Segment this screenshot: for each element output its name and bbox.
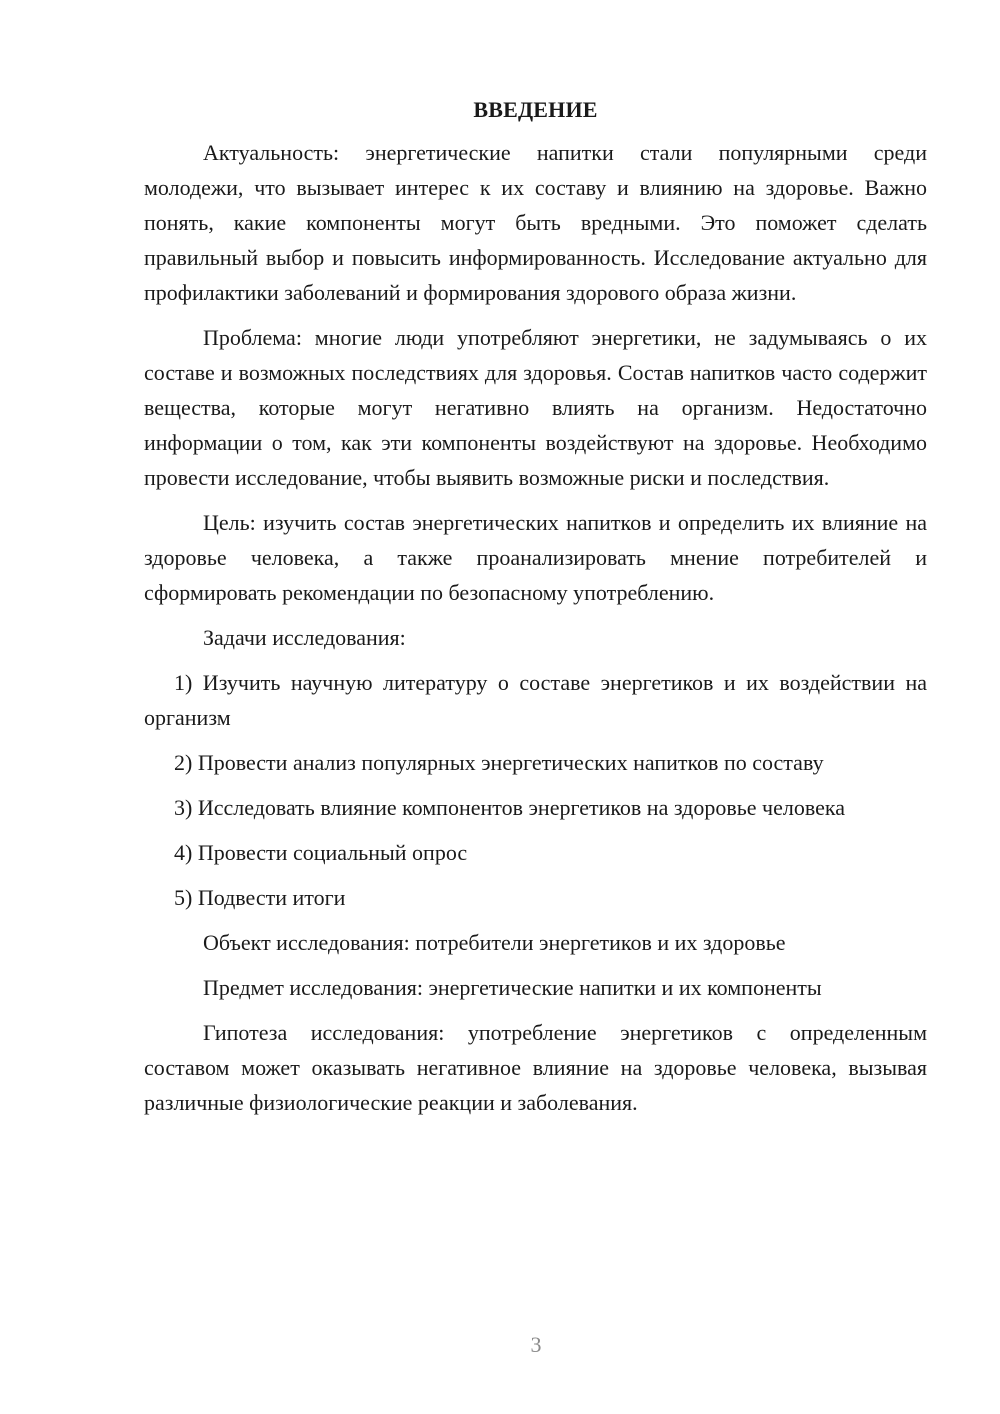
page-number: 3 (530, 1332, 542, 1357)
task-item: 1) Изучить научную литературу о составе энергетиков и их воздействии на организм (144, 670, 927, 730)
tasks-heading: Задачи исследования: (203, 625, 406, 650)
relevance-paragraph: Актуальность: энергетические напитки стали популярными среди молодежи, что вызывает интерес к их составу и влиянию на здоровье. Важно понять, какие компоненты могут быть вредными. Это поможет сделать правильный выбор и повысить информированность. Исследование актуально для профилактики заболеваний и формирования здорового образа жизни. (144, 140, 927, 305)
subject-paragraph: Предмет исследования: энергетические напитки и их компоненты (203, 975, 822, 1000)
problem-paragraph: Проблема: многие люди употребляют энергетики, не задумываясь о их составе и возможных последствиях для здоровья. Состав напитков часто содержит вещества, которые могут негативно влиять на организм. Недостаточно информации о том, как эти компоненты воздействуют на здоровье. Необходимо провести исследование, чтобы выявить возможные риски и последствия. (144, 325, 927, 490)
task-item: 3) Исследовать влияние компонентов энергетиков на здоровье человека (174, 795, 845, 820)
tasks-list (144, 665, 927, 915)
task-item: 4) Провести социальный опрос (174, 840, 468, 865)
hypothesis-paragraph: Гипотеза исследования: употребление энергетиков с определенным составом может оказывать негативное влияние на здоровье человека, вызывая различные физиологические реакции и заболевания. (144, 1020, 927, 1115)
document-page (144, 92, 927, 1130)
task-item: 5) Подвести итоги (174, 885, 346, 910)
task-item: 2) Провести анализ популярных энергетических напитков по составу (174, 750, 824, 775)
section-title: ВВЕДЕНИЕ (473, 97, 598, 122)
object-paragraph: Объект исследования: потребители энергетиков и их здоровье (203, 930, 786, 955)
goal-paragraph: Цель: изучить состав энергетических напитков и определить их влияние на здоровье человека, а также проанализировать мнение потребителей и сформировать рекомендации по безопасному употреблению. (144, 510, 927, 605)
